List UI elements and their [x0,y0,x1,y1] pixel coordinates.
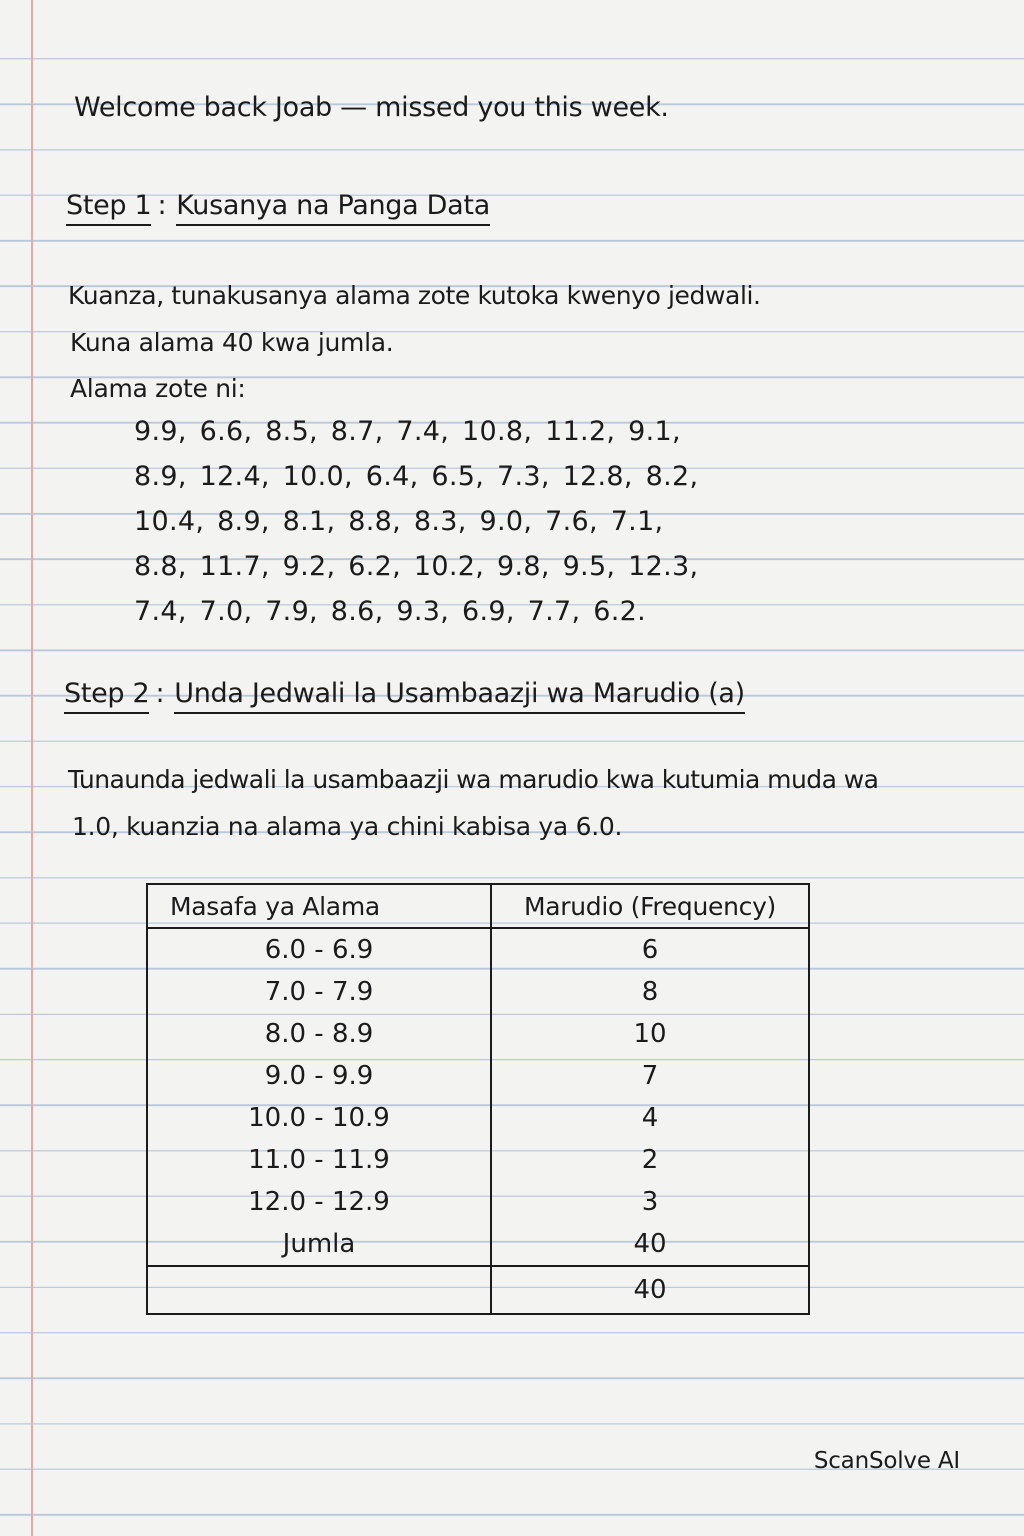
step1-title: Kusanya na Panga Data [176,190,490,226]
frequency-table [146,883,810,1315]
table-cell-extra-value: 40 [491,1266,809,1314]
table-row [147,1181,809,1223]
step1-label: Step 1 [66,190,151,226]
table-total-row [147,1223,809,1266]
table-header-cell: Marudio (Frequency) [491,884,809,928]
data-values-row: 10.4, 8.9, 8.1, 8.8, 8.3, 9.0, 7.6, 7.1, [134,506,664,537]
table-cell-frequency: 10 [491,1013,809,1055]
brand-watermark: ScanSolve AI [813,1448,960,1474]
table-cell-range: 8.0 - 8.9 [147,1013,491,1055]
step1-separator: : [157,190,167,221]
table-row [147,928,809,971]
data-values-row: 7.4, 7.0, 7.9, 8.6, 9.3, 6.9, 7.7, 6.2. [134,596,646,627]
table-cell-empty [147,1266,491,1314]
step2-text-line: 1.0, kuanzia na alama ya chini kabisa ya 6.0. [72,812,623,841]
table-cell-range: 10.0 - 10.9 [147,1097,491,1139]
notebook-margin-line [31,0,33,1536]
step2-separator: : [155,678,165,709]
table-header-row [147,884,809,928]
greeting-text: Welcome back Joab — missed you this week. [74,92,669,123]
table-row [147,1013,809,1055]
step2-heading [64,678,745,714]
table-cell-range: 9.0 - 9.9 [147,1055,491,1097]
step2-text-line: Tunaunda jedwali la usambaazji wa marudio kwa kutumia muda wa [68,765,879,794]
step2-label: Step 2 [64,678,149,714]
table-cell-total-value: 40 [491,1223,809,1266]
table-cell-frequency: 7 [491,1055,809,1097]
step2-title: Unda Jedwali la Usambaazji wa Marudio (a) [174,678,745,714]
step1-text-line: Kuanza, tunakusanya alama zote kutoka kwenyo jedwali. [68,281,761,310]
table-row [147,1055,809,1097]
table-cell-range: 6.0 - 6.9 [147,928,491,971]
table-cell-frequency: 2 [491,1139,809,1181]
step1-text-line: Kuna alama 40 kwa jumla. [70,328,394,357]
table-cell-frequency: 3 [491,1181,809,1223]
data-values-row: 8.9, 12.4, 10.0, 6.4, 6.5, 7.3, 12.8, 8.2, [134,461,699,492]
table-row [147,971,809,1013]
table-cell-range: 12.0 - 12.9 [147,1181,491,1223]
table-cell-total-label: Jumla [147,1223,491,1266]
table-header-cell: Masafa ya Alama [147,884,491,928]
table-extra-row [147,1266,809,1314]
step1-text-line: Alama zote ni: [70,374,246,403]
data-values-row: 8.8, 11.7, 9.2, 6.2, 10.2, 9.8, 9.5, 12.3, [134,551,699,582]
table-cell-frequency: 6 [491,928,809,971]
table-cell-frequency: 8 [491,971,809,1013]
table-cell-range: 11.0 - 11.9 [147,1139,491,1181]
table-cell-frequency: 4 [491,1097,809,1139]
table-row [147,1139,809,1181]
table-cell-range: 7.0 - 7.9 [147,971,491,1013]
data-values-row: 9.9, 6.6, 8.5, 8.7, 7.4, 10.8, 11.2, 9.1, [134,416,681,447]
table-row [147,1097,809,1139]
step1-heading [66,190,490,226]
